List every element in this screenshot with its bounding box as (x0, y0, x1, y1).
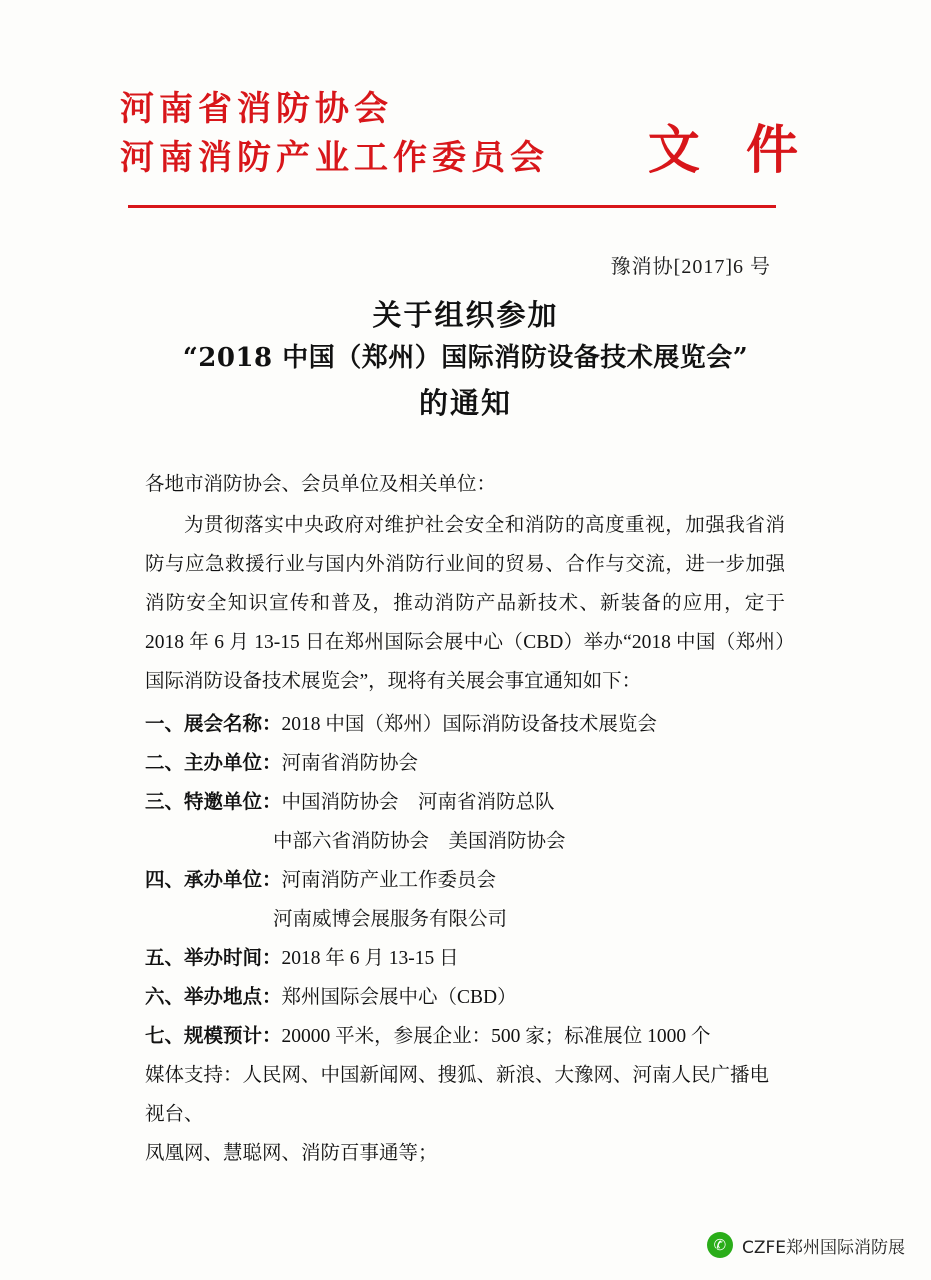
title-line-3: 的通知 (418, 385, 512, 420)
footer-badge-label: CZFE郑州国际消防展 (741, 1237, 905, 1258)
media-support-label: 媒体支持： (145, 1065, 243, 1086)
masthead-divider (128, 205, 776, 208)
list-item (145, 978, 785, 1017)
list-item (145, 705, 785, 744)
masthead-org-line-2: 河南消防产业工作委员会 (120, 137, 549, 178)
item-label: 二、主办单位： (145, 753, 282, 774)
list-item (145, 783, 785, 822)
salutation: 各地市消防协会、会员单位及相关单位： (145, 474, 497, 495)
item-label: 六、举办地点： (145, 987, 282, 1008)
list-item (145, 1017, 785, 1056)
title-line-2: “2018 中国（郑州）国际消防设备技术展览会” (182, 343, 749, 374)
item-value: 河南消防产业工作委员会 (281, 870, 497, 891)
item-subvalue: 河南威博会展服务有限公司 (273, 909, 508, 930)
notice-items-list (145, 705, 785, 1056)
item-label: 三、特邀单位： (145, 792, 282, 813)
masthead-org-line-1: 河南省消防协会 (120, 89, 393, 129)
media-support-line-2: 凤凰网、慧聪网、消防百事通等； (145, 1143, 438, 1164)
item-label: 七、规模预计： (145, 1026, 282, 1047)
item-value: 郑州国际会展中心（CBD） (281, 987, 517, 1008)
intro-paragraph: 为贯彻落实中央政府对维护社会安全和消防的高度重视，加强我省消防与应急救援行业与国内外消防行业间的贸易、合作与交流，进一步加强消防安全知识宣传和普及，推动消防产品新技术、新装备的应用，定于 2018 年 6 月 13-15 日在郑州国际会展中心（CBD）举办“2018 中国（郑州）国际消防设备技术展览会”，现将有关展会事宜通知如下： (145, 515, 785, 692)
media-support-line-1 (145, 1056, 785, 1134)
item-value: 2018 中国（郑州）国际消防设备技术展览会 (281, 714, 657, 735)
item-label: 五、举办时间： (145, 948, 282, 969)
item-label: 四、承办单位： (145, 870, 282, 891)
masthead (120, 88, 820, 183)
media-support-value-1: 人民网、中国新闻网、搜狐、新浪、大豫网、河南人民广播电视台、 (145, 1065, 770, 1125)
list-item (145, 939, 785, 978)
masthead-document-word: 文 件 (647, 121, 812, 181)
title-line-1: 关于组织参加 (372, 298, 559, 332)
masthead-organization (120, 88, 549, 179)
list-item (145, 744, 785, 783)
item-value: 2018 年 6 月 13-15 日 (281, 948, 459, 969)
document-number: 豫消协[2017]6 号 (610, 256, 771, 278)
list-item (145, 861, 785, 900)
item-value: 中国消防协会 河南省消防总队 (281, 792, 555, 813)
item-subvalue: 中部六省消防协会 美国消防协会 (273, 831, 566, 852)
item-value: 20000 平米，参展企业：500 家；标准展位 1000 个 (281, 1026, 711, 1047)
wechat-icon: ✆ (707, 1232, 733, 1258)
document-title (0, 292, 931, 426)
item-label: 一、展会名称： (145, 714, 282, 735)
item-value: 河南省消防协会 (281, 753, 419, 774)
footer-watermark-badge (707, 1232, 905, 1258)
document-body (145, 465, 785, 1173)
